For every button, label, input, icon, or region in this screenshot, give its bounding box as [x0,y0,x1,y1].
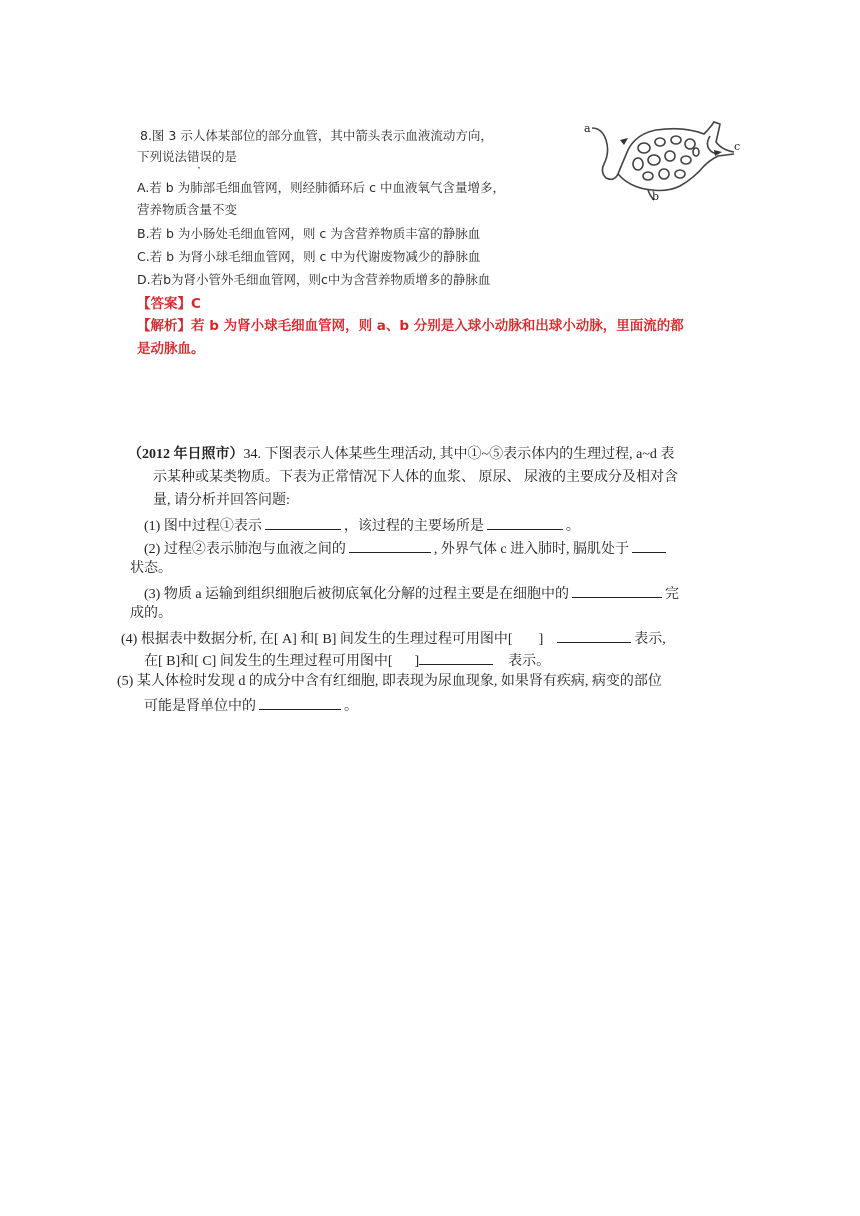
q34-part3 [144,584,679,603]
q8-stem-post: 的是 [212,149,238,164]
q34-part3-text-b: 完 [665,587,680,602]
q34-stem-line3: 量, 请分析并回答问题: [153,493,290,508]
q8-analysis-line2: 是动脉血。 [137,341,205,357]
q34-part1-text-c: 。 [565,519,580,534]
q8-stem-line2 [137,149,237,165]
figure-label-a: a [584,122,591,135]
q8-option-c: C.若 b 为肾小球毛细血管网，则 c 中为代谢废物减少的静脉血 [137,249,481,264]
q8-option-b: B.若 b 为小肠处毛细血管网，则 c 为含营养物质丰富的静脉血 [137,226,481,241]
q34-part2-cont: 状态。 [130,561,172,576]
q34-part4-blank2[interactable] [419,651,493,665]
q34-part5-text-b: 可能是肾单位中的 [144,699,256,714]
q34-part2-blank2[interactable] [632,539,666,553]
q34-part3-cont: 成的。 [130,606,172,621]
figure-label-b: b [652,190,660,203]
q34-part5-line2 [144,696,358,715]
q34-part1-blank2[interactable] [487,516,563,530]
figure-label-c: c [734,140,741,153]
q8-analysis-line1: 【解析】若 b 为肾小球毛细血管网，则 a、b 分别是入球小动脉和出球小动脉，里面流的都 [137,318,684,334]
q34-stem-line2: 示某种或某类物质。下表为正常情况下人体的血浆、 原尿、 尿液的主要成分及相对含 [153,470,678,485]
q8-stem-line1: 8.图 3 示人体某部位的部分血管，其中箭头表示血液流动方向， [140,128,493,143]
q34-part4-text-e: ] [414,654,420,669]
q8-stem-emphasis: 错误 [187,149,213,164]
q34-part2-text-a: (2) 过程②表示肺泡与血液之间的 [144,542,346,557]
q34-part1-text-b: ，该过程的主要场所是 [343,519,484,534]
q34-part4-text-f: 表示。 [508,654,551,669]
q34-part3-text-a: (3) 物质 a 运输到组织细胞后被彻底氧化分解的过程主要是在细胞中的 [144,587,570,602]
q34-source: （2012 年日照市） [128,447,244,462]
q34-part4-text-d: 在[ B]和[ C] 间发生的生理过程可用图中[ [144,654,393,669]
q8-option-d: D.若b为肾小管外毛细血管网，则c中为含营养物质增多的静脉血 [137,272,491,287]
q34-part1-text-a: (1) 图中过程①表示 [144,519,262,534]
q34-part4-text-c: 表示, [634,632,666,647]
q34-part5: (5) 某人体检时发现 d 的成分中含有红细胞, 即表现为尿血现象, 如果肾有疾病, 病变的部位 [117,674,662,689]
q34-part5-text-c: 。 [344,699,358,714]
q8-option-a-line1: A.若 b 为肺部毛细血管网，则经肺循环后 c 中血液氧气含量增多， [137,180,506,195]
q34-part2-blank1[interactable] [349,539,431,553]
q34-part2-text-b: , 外界气体 c 进入肺时, 膈肌处于 [433,542,630,557]
q34-part5-blank1[interactable] [259,696,341,710]
q8-answer: 【答案】C [137,296,201,312]
q34-stem-line1 [128,447,674,463]
q34-part4-text-b: ] [538,632,544,647]
q34-part4-text-a: (4) 根据表中数据分析, 在[ A] 和[ B] 间发生的生理过程可用图中[ [121,632,513,647]
q34-part4 [121,629,666,648]
q34-part3-blank1[interactable] [572,584,662,598]
q34-part1-blank1[interactable] [265,516,341,530]
q8-option-a-line2: 营养物质含量不变 [137,202,238,217]
q34-stem-text1: 34. 下图表示人体某些生理活动, 其中①~⑤表示体内的生理过程, a~d 表 [243,447,675,462]
q34-part4-blank1[interactable] [557,629,631,643]
q34-part4-line2 [144,651,550,670]
q34-part1 [144,516,580,535]
capillary-network-figure [584,118,744,208]
q8-stem-pre: 下列说法 [137,149,188,164]
q34-part2 [144,539,669,558]
